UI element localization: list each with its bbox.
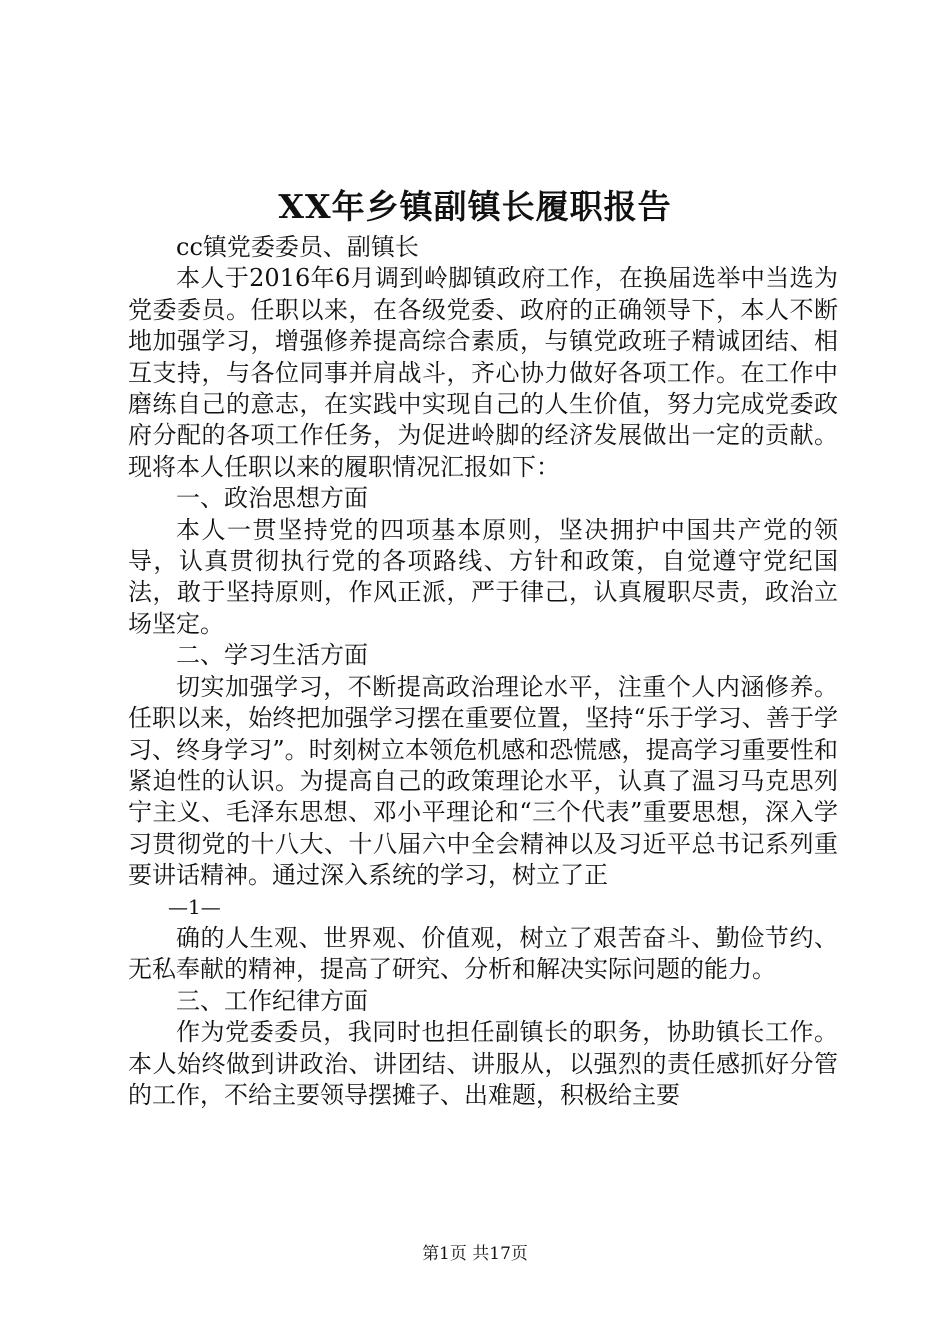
document-body [128, 232, 838, 1111]
study-paragraph-continued: 确的人生观、世界观、价值观，树立了艰苦奋斗、勤俭节约、无私奉献的精神，提高了研究、分析和解决实际问题的能力。 [128, 923, 838, 984]
intro-paragraph: 本人于2016年6月调到岭脚镇政府工作，在换届选举中当选为党委委员。任职以来，在各级党委、政府的正确领导下，本人不断地加强学习，增强修养提高综合素质，与镇党政班子精诚团结、相互支持，与各位同事并肩战斗，齐心协力做好各项工作。在工作中磨练自己的意志，在实践中实现自己的人生价值，努力完成党委政府分配的各项工作任务，为促进岭脚的经济发展做出一定的贡献。现将本人任职以来的履职情况汇报如下： [128, 264, 838, 481]
discipline-paragraph: 作为党委委员，我同时也担任副镇长的职务，协助镇长工作。本人始终做到讲政治、讲团结、讲服从，以强烈的责任感抓好分管的工作，不给主要领导摆摊子、出难题，积极给主要 [128, 1018, 838, 1109]
author-line: cc镇党委委员、副镇长 [176, 233, 419, 261]
page-footer: 第1页 共17页 [422, 1244, 528, 1264]
section-heading-political: 一、政治思想方面 [176, 484, 368, 513]
inline-page-number: —1— [168, 894, 221, 919]
political-paragraph: 本人一贯坚持党的四项基本原则，坚决拥护中国共产党的领导，认真贯彻执行党的各项路线、方针和政策，自觉遵守党纪国法，敢于坚持原则，作风正派，严于律己，认真履职尽责，政治立场坚定。 [128, 515, 838, 638]
study-paragraph: 切实加强学习，不断提高政治理论水平，注重个人内涵修养。任职以来，始终把加强学习摆在重要位置，坚持“乐于学习、善于学习、终身学习”。时刻树立本领危机感和恐慌感，提高学习重要性和紧迫性的认识。为提高自己的政策理论水平，认真了温习马克思列宁主义、毛泽东思想、邓小平理论和“三个代表”重要思想，深入学习贯彻党的十八大、十八届六中全会精神以及习近平总书记系列重要讲话精神。通过深入系统的学习，树立了正 [128, 672, 838, 890]
document-title: XX年乡镇副镇长履职报告 [278, 187, 672, 226]
section-heading-discipline: 三、工作纪律方面 [176, 986, 368, 1015]
section-heading-study: 二、学习生活方面 [176, 641, 368, 670]
